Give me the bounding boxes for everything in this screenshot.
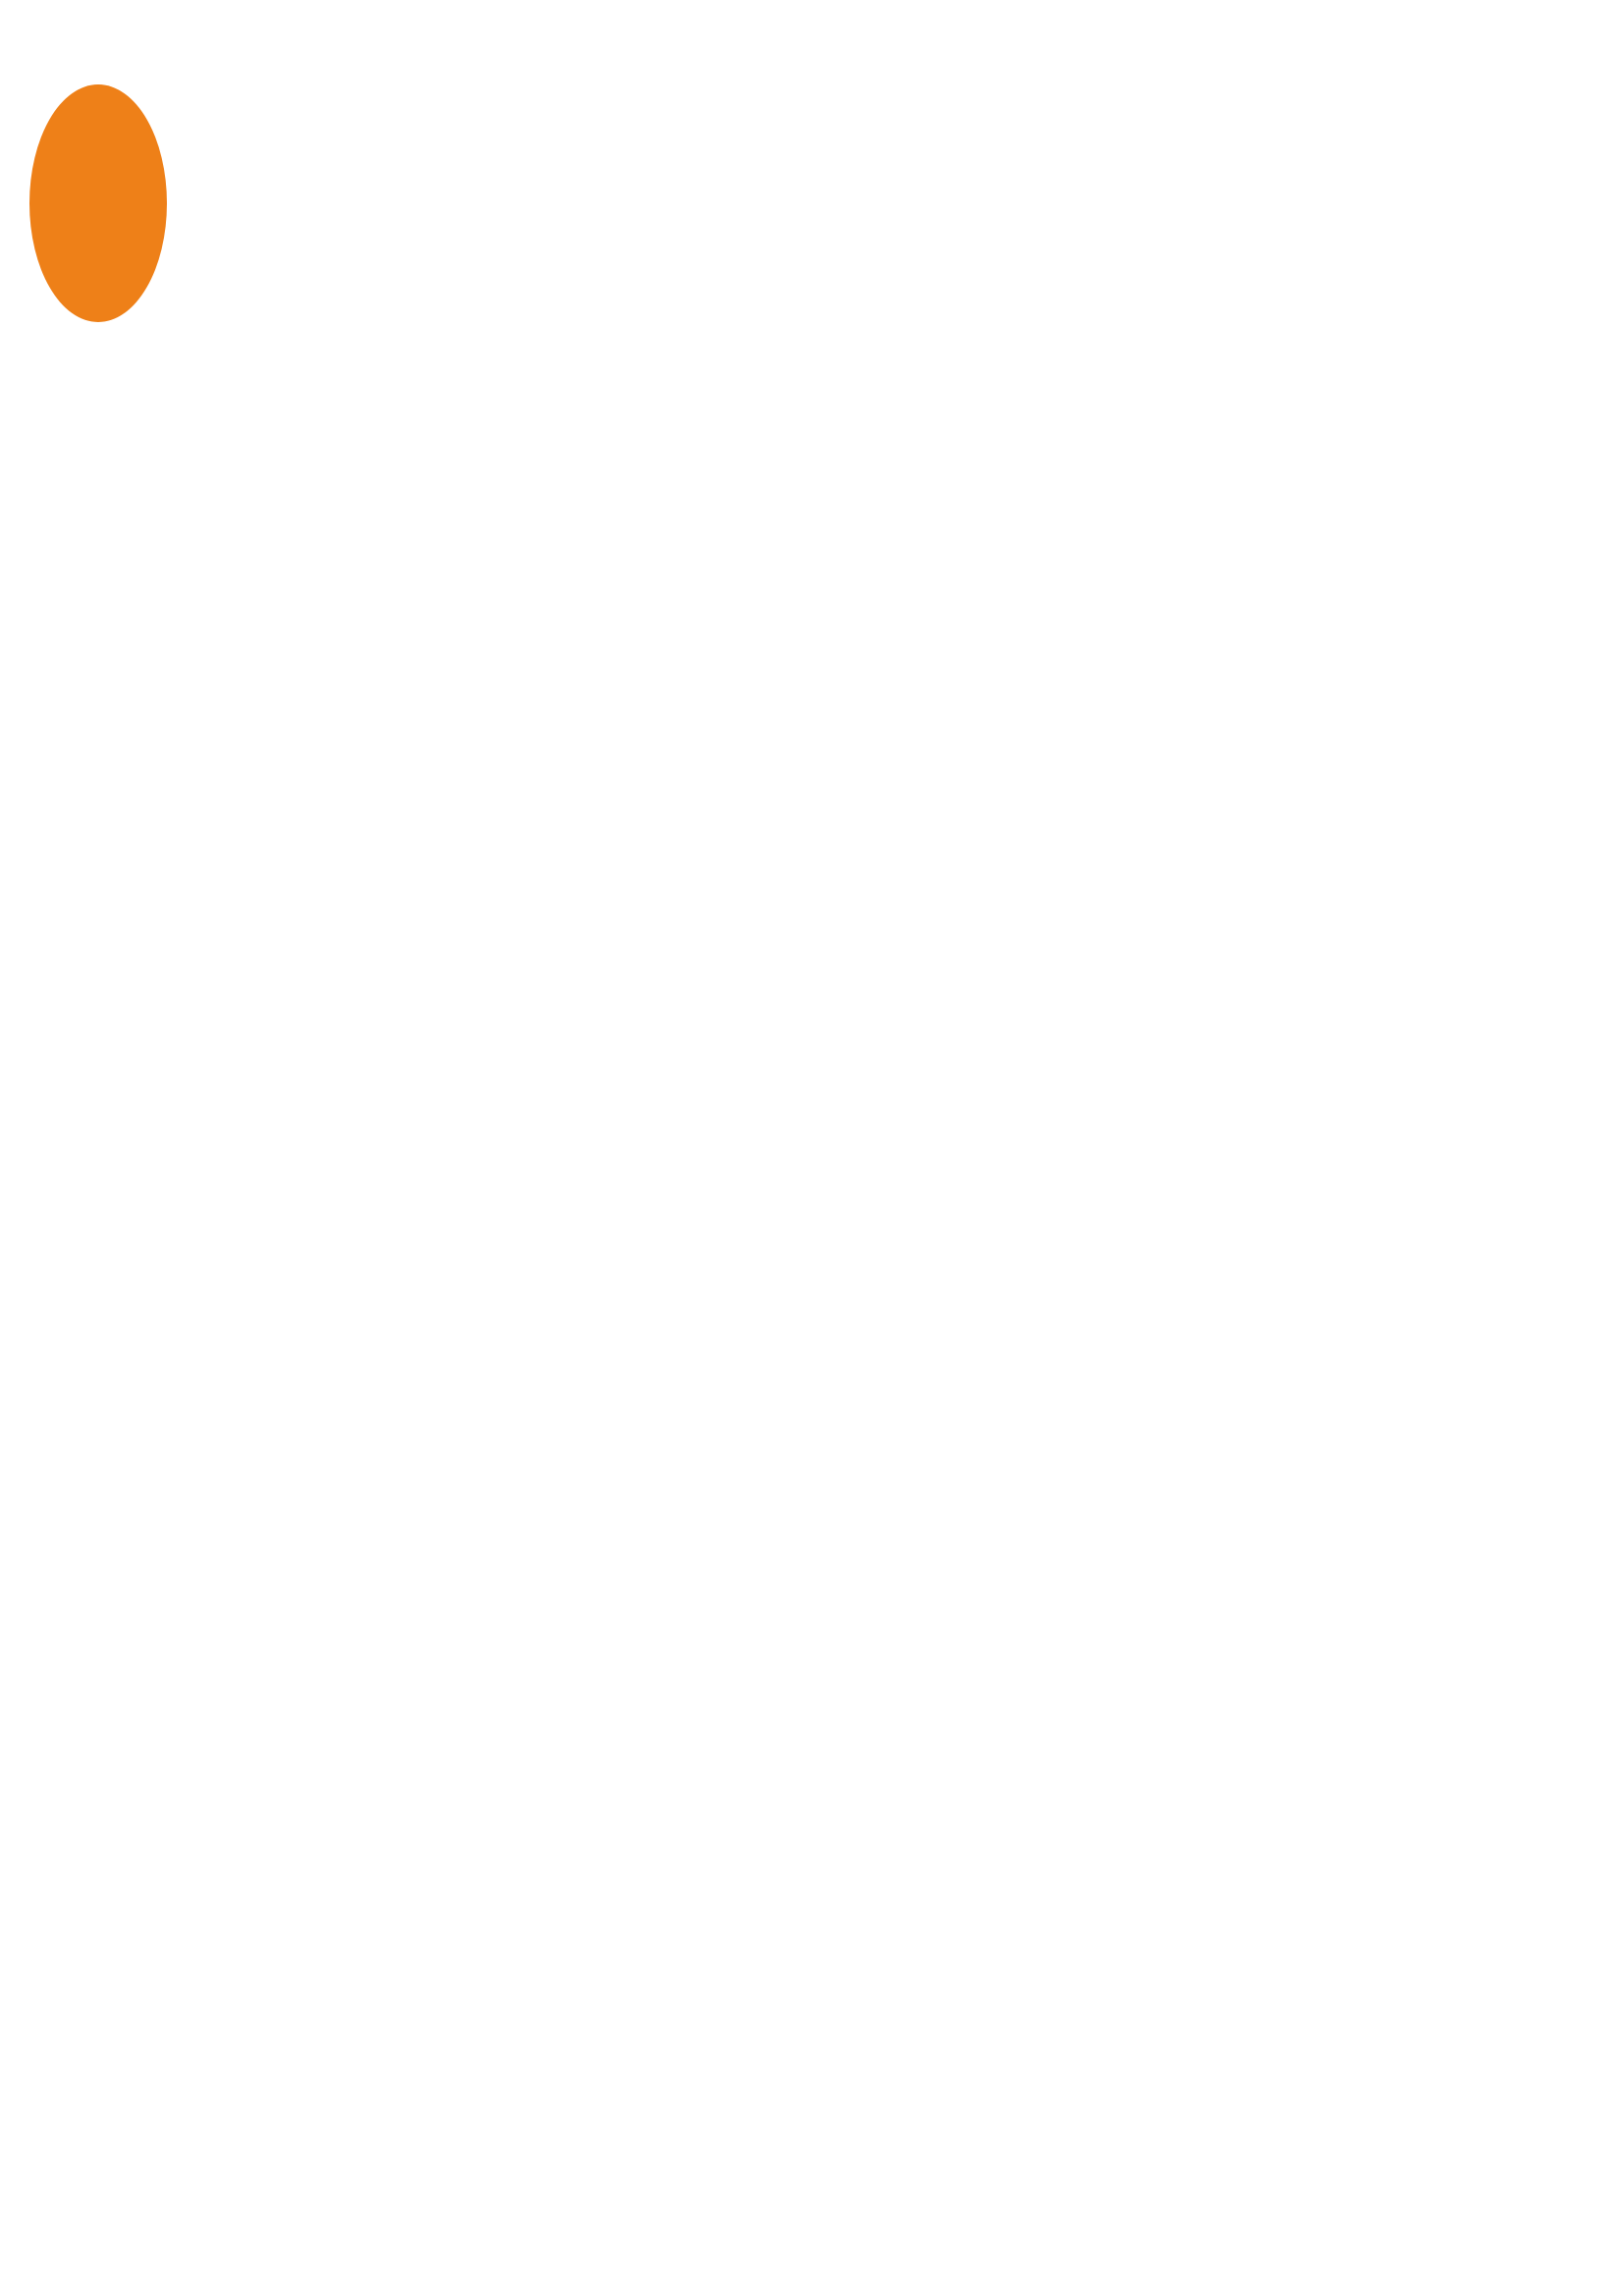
qr-code [49,1852,243,2047]
topic-detail [288,391,1554,450]
topic-title [288,330,1554,387]
cfdt-logo [29,84,167,322]
